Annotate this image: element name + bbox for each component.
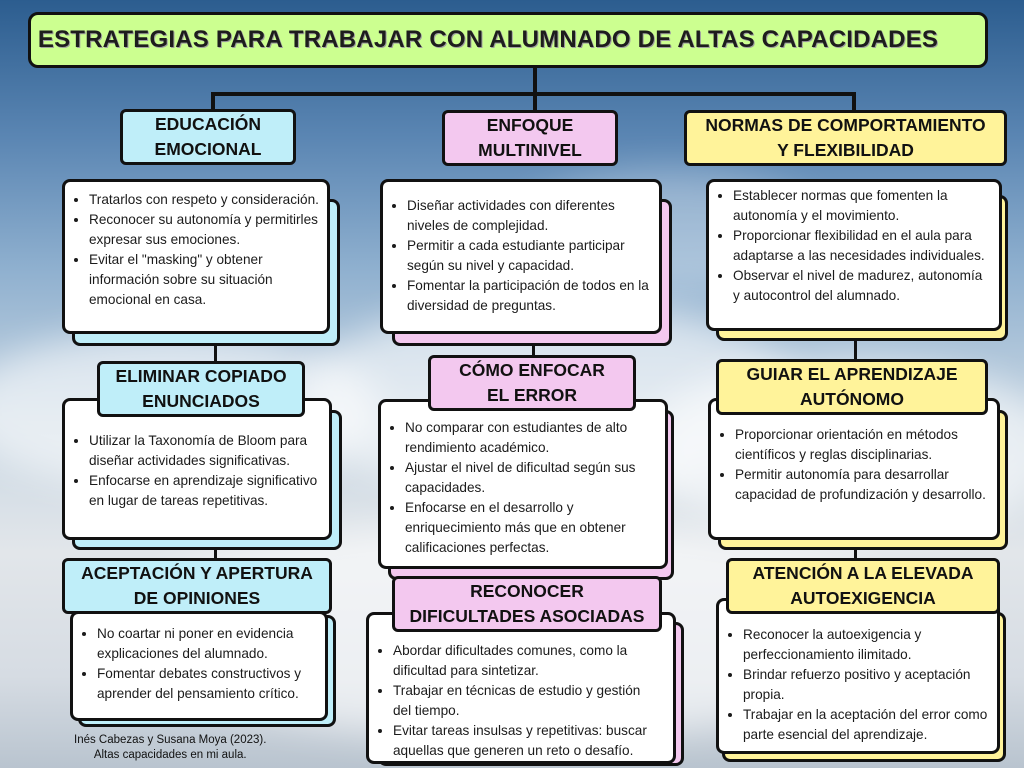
list-item: • Establecer normas que fomenten la autonomía y el movimiento. [733,186,991,226]
card-atencion-autoexigencia [716,598,1000,754]
connector-line [852,92,856,112]
card-educacion-emocional [62,179,330,334]
list-item: • Proporcionar orientación en métodos científicos y reglas disciplinarias. [735,425,989,465]
bullet-list [65,190,327,310]
section-header-atencion-autoexigencia: ATENCIÓN A LA ELEVADA AUTOEXIGENCIA [726,558,1000,614]
bullet-list [369,641,669,761]
list-item: • Diseñar actividades con diferentes niveles de complejidad. [407,196,651,236]
list-item: • Observar el nivel de madurez, autonomía y autocontrol del alumnado. [733,266,991,306]
bullet-list [73,624,325,704]
section-header-aceptacion-opiniones: ACEPTACIÓN Y APERTURA DE OPINIONES [62,558,332,614]
list-item: • Fomentar debates constructivos y aprender del pensamiento crítico. [97,664,317,704]
list-item: • Reconocer la autoexigencia y perfeccionamiento ilimitado. [743,625,989,665]
card-normas-comportamiento [706,179,1002,331]
section-header-eliminar-copiado: ELIMINAR COPIADO ENUNCIADOS [97,361,305,417]
list-item: • Permitir a cada estudiante participar según su nivel y capacidad. [407,236,651,276]
list-item: • Evitar tareas insulsas y repetitivas: buscar aquellas que generen un reto o desafío. [393,721,661,761]
card-como-enfocar-error [378,399,668,569]
connector-line [533,68,537,94]
list-item: • Abordar dificultades comunes, como la dificultad para sintetizar. [393,641,661,681]
card-reconocer-dificultades [366,612,676,764]
section-header-reconocer-dificultades: RECONOCER DIFICULTADES ASOCIADAS [392,576,662,632]
section-header-educacion-emocional: EDUCACIÓN EMOCIONAL [120,109,296,165]
bullet-list [709,186,999,306]
list-item: • Permitir autonomía para desarrollar capacidad de profundización y desarrollo. [735,465,989,505]
bullet-list [711,425,997,505]
list-item: • Enfocarse en aprendizaje significativo en lugar de tareas repetitivas. [89,471,321,511]
list-item: • Ajustar el nivel de dificultad según sus capacidades. [405,458,657,498]
source-credit: Inés Cabezas y Susana Moya (2023). Altas capacidades en mi aula. [74,734,267,761]
page-title: ESTRATEGIAS PARA TRABAJAR CON ALUMNADO DE ALTAS CAPACIDADES [37,26,939,53]
card-eliminar-copiado [62,398,332,540]
title-banner [28,12,988,68]
list-item: • Tratarlos con respeto y consideración. [89,190,319,210]
list-item: • No coartar ni poner en evidencia explicaciones del alumnado. [97,624,317,664]
card-enfoque-multinivel [380,179,662,334]
list-item: • Evitar el "masking" y obtener información sobre su situación emocional en casa. [89,250,319,310]
section-header-enfoque-multinivel: ENFOQUE MULTINIVEL [442,110,618,166]
section-header-guiar-aprendizaje: GUIAR EL APRENDIZAJE AUTÓNOMO [716,359,988,415]
list-item: • Utilizar la Taxonomía de Bloom para diseñar actividades significativas. [89,431,321,471]
section-header-normas-comportamiento: NORMAS DE COMPORTAMIENTO Y FLEXIBILIDAD [684,110,1007,166]
connector-line [533,92,537,112]
bullet-list [65,431,329,511]
bullet-list [719,625,997,745]
list-item: • Reconocer su autonomía y permitirles expresar sus emociones. [89,210,319,250]
list-item: • Enfocarse en el desarrollo y enriquecimiento más que en obtener calificaciones perfectas. [405,498,657,558]
list-item: • No comparar con estudiantes de alto rendimiento académico. [405,418,657,458]
list-item: • Proporcionar flexibilidad en el aula para adaptarse a las necesidades individuales. [733,226,991,266]
card-guiar-aprendizaje [708,398,1000,540]
list-item: • Trabajar en la aceptación del error como parte esencial del aprendizaje. [743,705,989,745]
list-item: • Fomentar la participación de todos en la diversidad de preguntas. [407,276,651,316]
section-header-como-enfocar-error: CÓMO ENFOCAR EL ERROR [428,355,636,411]
list-item: • Trabajar en técnicas de estudio y gestión del tiempo. [393,681,661,721]
list-item: • Brindar refuerzo positivo y aceptación propia. [743,665,989,705]
bullet-list [383,196,659,316]
card-aceptacion-opiniones [70,611,328,721]
bullet-list [381,418,665,558]
